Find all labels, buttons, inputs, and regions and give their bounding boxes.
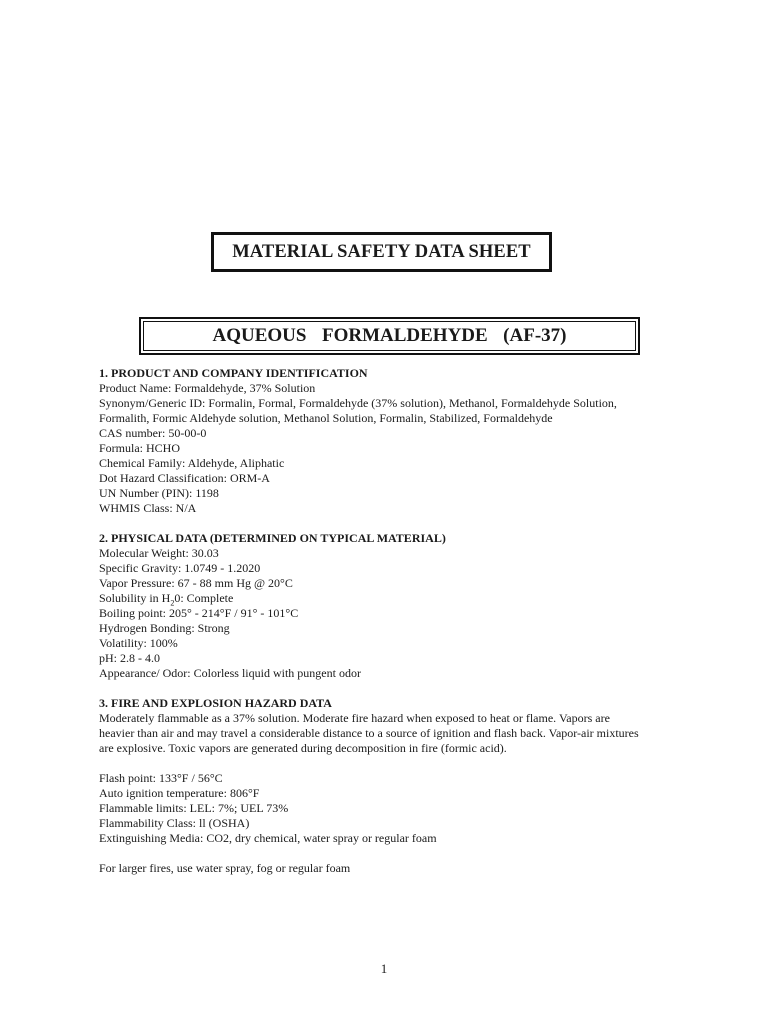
product-title-inner-frame — [143, 321, 636, 351]
page-number: 1 — [380, 961, 388, 976]
hazard-paragraph-line: Moderately flammable as a 37% solution. Moderate fire hazard when exposed to heat or flame. Vapors are — [99, 711, 610, 725]
volatility-line: Volatility: 100% — [99, 636, 178, 650]
flammable-limits-line: Flammable limits: LEL: 7%; UEL 73% — [99, 801, 289, 815]
flash-point-line: Flash point: 133°F / 56°C — [99, 771, 223, 785]
molecular-weight-line: Molecular Weight: 30.03 — [99, 546, 219, 560]
solubility-line: Solubility in $H_20$: Complete — [99, 591, 234, 608]
auto-ignition-line: Auto ignition temperature: 806°F — [99, 786, 260, 800]
section-physical-data — [99, 531, 659, 681]
appearance-odor-line: Appearance/ Odor: Colorless liquid with pungent odor — [99, 666, 361, 680]
spacer — [99, 756, 659, 771]
synonym-line-continued: Formalith, Formic Aldehyde solution, Methanol Solution, Formalin, Stabilized, Formaldehyde — [99, 411, 553, 425]
un-number-line: UN Number (PIN): 1198 — [99, 486, 219, 500]
dot-hazard-line: Dot Hazard Classification: ORM-A — [99, 471, 270, 485]
section-product-identification — [99, 366, 659, 516]
product-title-box — [139, 317, 640, 355]
document-title: MATERIAL SAFETY DATA SHEET — [232, 241, 531, 262]
section-fire-explosion — [99, 696, 659, 876]
section-heading: 3. FIRE AND EXPLOSION HAZARD DATA — [99, 696, 332, 710]
extinguishing-media-line: Extinguishing Media: CO2, dry chemical, water spray or regular foam — [99, 831, 437, 845]
section-heading: 1. PRODUCT AND COMPANY IDENTIFICATION — [99, 366, 368, 380]
product-name-line: Product Name: Formaldehyde, 37% Solution — [99, 381, 316, 395]
ph-line: pH: 2.8 - 4.0 — [99, 651, 160, 665]
larger-fires-note: For larger fires, use water spray, fog or regular foam — [99, 861, 351, 875]
spacer — [99, 846, 659, 861]
product-title: AQUEOUS FORMALDEHYDE (AF-37) — [212, 325, 567, 346]
hazard-paragraph-line: are explosive. Toxic vapors are generated during decomposition in fire (formic acid). — [99, 741, 507, 755]
vapor-pressure-line: Vapor Pressure: 67 - 88 mm Hg @ 20°C — [99, 576, 293, 590]
document-title-box — [211, 232, 552, 272]
boiling-point-line: Boiling point: 205° - 214°F / 91° - 101°C — [99, 606, 299, 620]
document-body — [99, 366, 659, 891]
flammability-class-line: Flammability Class: ll (OSHA) — [99, 816, 250, 830]
formula-line: Formula: HCHO — [99, 441, 180, 455]
hydrogen-bonding-line: Hydrogen Bonding: Strong — [99, 621, 230, 635]
hazard-paragraph-line: heavier than air and may travel a considerable distance to a source of ignition and flash back. Vapor-air mixtures — [99, 726, 639, 740]
synonym-line: Synonym/Generic ID: Formalin, Formal, Formaldehyde (37% solution), Methanol, Formaldehyde Solution, — [99, 396, 617, 410]
whmis-class-line: WHMIS Class: N/A — [99, 501, 197, 515]
section-heading: 2. PHYSICAL DATA (DETERMINED ON TYPICAL MATERIAL) — [99, 531, 446, 545]
chemical-family-line: Chemical Family: Aldehyde, Aliphatic — [99, 456, 285, 470]
specific-gravity-line: Specific Gravity: 1.0749 - 1.2020 — [99, 561, 261, 575]
cas-number-line: CAS number: 50-00-0 — [99, 426, 207, 440]
